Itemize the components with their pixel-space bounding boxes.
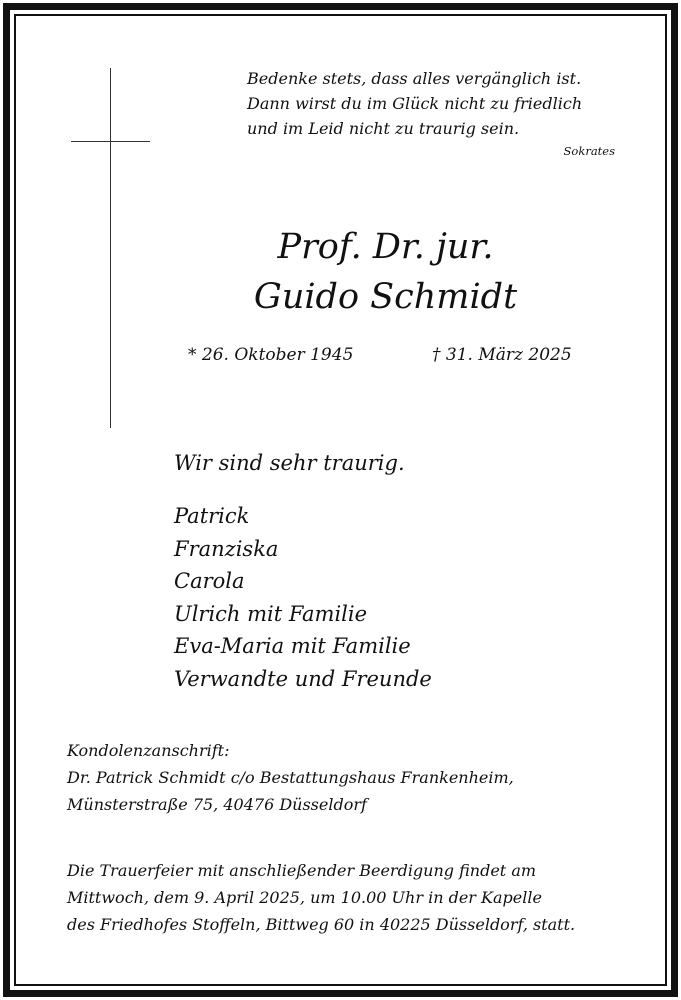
mourners-list xyxy=(174,500,432,695)
deceased-title: Prof. Dr. jur. xyxy=(277,227,494,267)
cross-icon-horizontal-bar xyxy=(71,141,150,142)
condolence-line: Kondolenzanschrift: xyxy=(67,741,230,760)
birth-date: * 26. Oktober 1945 xyxy=(188,345,354,365)
deceased-name-block xyxy=(0,222,681,322)
deceased-name: Guido Schmidt xyxy=(253,277,518,317)
mourner-item: Eva-Maria mit Familie xyxy=(174,634,411,658)
funeral-line: Mittwoch, dem 9. April 2025, um 10.00 Uhr in der Kapelle xyxy=(67,888,542,907)
funeral-notice xyxy=(67,857,575,938)
mourner-item: Franziska xyxy=(174,536,279,561)
mourner-item: Ulrich mit Familie xyxy=(174,601,368,626)
quote-line: Bedenke stets, dass alles vergänglich ist. xyxy=(247,69,582,88)
condolence-address xyxy=(67,737,514,818)
quote xyxy=(247,66,627,141)
mourner-item: Verwandte und Freunde xyxy=(174,666,432,691)
mourning-intro: Wir sind sehr traurig. xyxy=(174,451,405,475)
condolence-line: Dr. Patrick Schmidt c/o Bestattungshaus Frankenheim, xyxy=(67,768,514,787)
death-date: † 31. März 2025 xyxy=(432,345,572,365)
funeral-line: Die Trauerfeier mit anschließender Beerdigung findet am xyxy=(67,861,537,880)
funeral-line: des Friedhofes Stoffeln, Bittweg 60 in 40225 Düsseldorf, statt. xyxy=(67,915,576,934)
quote-author: Sokrates xyxy=(563,144,615,158)
condolence-line: Münsterstraße 75, 40476 Düsseldorf xyxy=(67,795,367,814)
mourner-item: Carola xyxy=(174,569,245,593)
quote-line: Dann wirst du im Glück nicht zu friedlich xyxy=(247,94,583,113)
mourner-item: Patrick xyxy=(174,504,250,528)
quote-line: und im Leid nicht zu traurig sein. xyxy=(247,119,520,138)
